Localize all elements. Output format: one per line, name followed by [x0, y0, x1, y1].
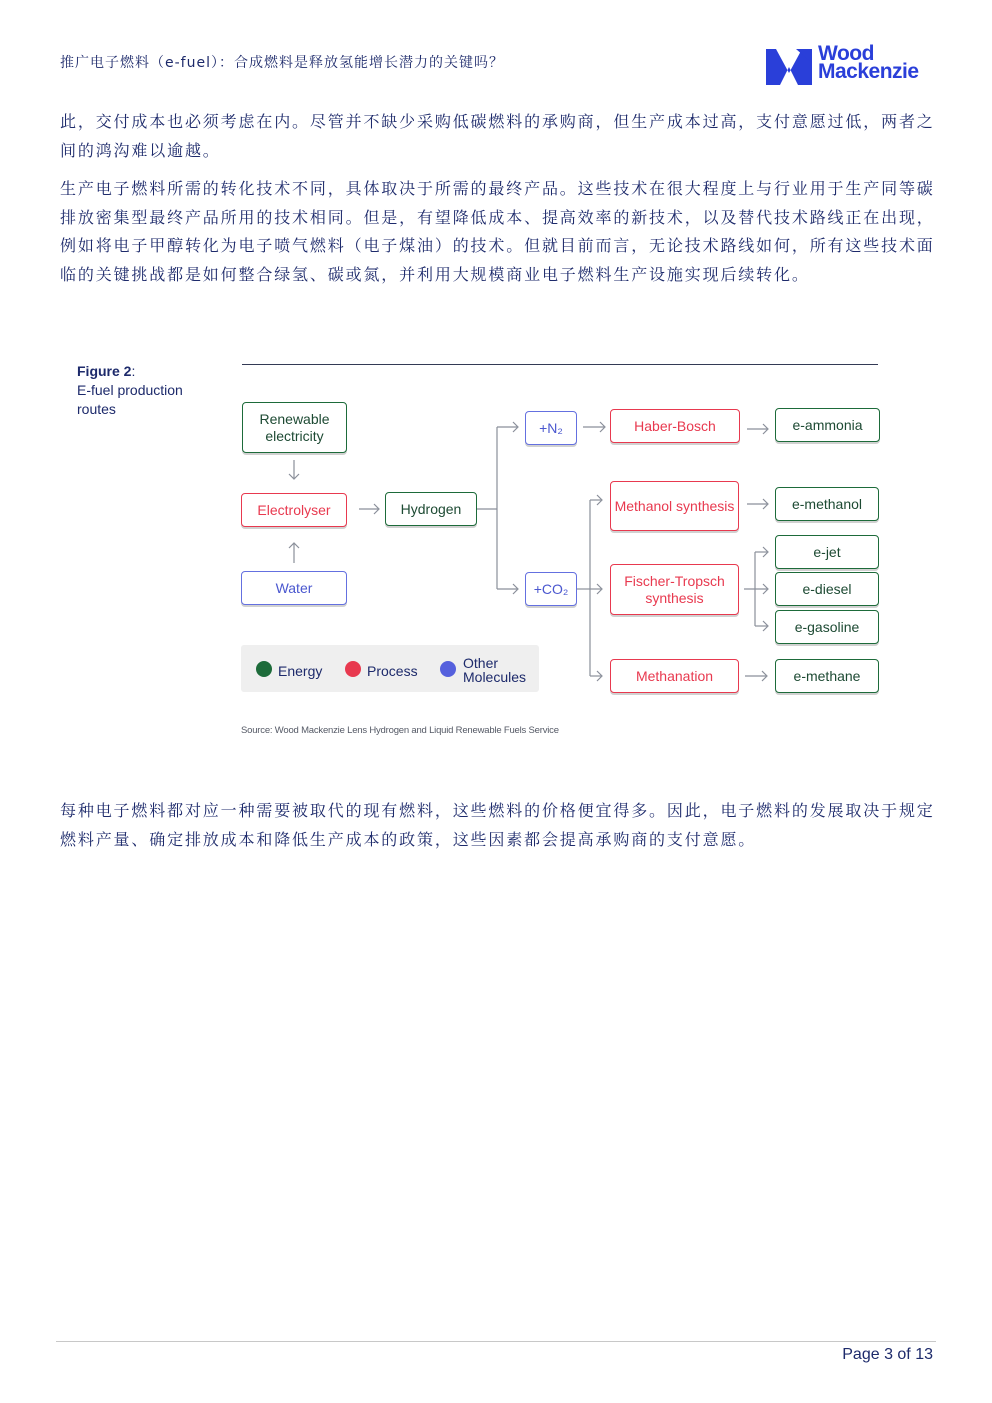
node-e-diesel: e-diesel	[775, 572, 879, 606]
legend-other-molecules-swatch	[440, 661, 456, 677]
legend-other-molecules-label: Other Molecules	[463, 655, 527, 685]
node-e-methane: e-methane	[775, 659, 879, 693]
node-water: Water	[241, 571, 347, 605]
legend-energy-swatch	[256, 661, 272, 677]
legend-process-swatch	[345, 661, 361, 677]
body-paragraph-2: 生产电子燃料所需的转化技术不同，具体取决于所需的最终产品。这些技术在很大程度上与行业用于生产同等碳排放密集型最终产品所用的技术相同。但是，有望降低成本、提高效率的新技术，以及替代技术路线正在出现，例如将电子甲醇转化为电子喷气燃料（电子煤油）的技术。但就目前而言，无论技术路线如何，所有这些技术面临的关键挑战都是如何整合绿氢、碳或氮，并利用大规模商业电子燃料生产设施实现后续转化。	[60, 179, 935, 285]
body-paragraph-3: 每种电子燃料都对应一种需要被取代的现有燃料，这些燃料的价格便宜得多。因此，电子燃料的发展取决于规定燃料产量、确定排放成本和降低生产成本的政策，这些因素都会提高承购商的支付意愿。	[60, 801, 935, 849]
document-header-title: 推广电子燃料（e-fuel）：合成燃料是释放氢能增长潜力的关键吗？	[60, 55, 504, 71]
figure-source: Source: Wood Mackenzie Lens Hydrogen and Liquid Renewable Fuels Service	[241, 725, 559, 736]
node-e-jet: e-jet	[775, 535, 879, 569]
node-hydrogen: Hydrogen	[385, 492, 477, 526]
node-haber-bosch: Haber-Bosch	[610, 409, 740, 443]
node-renewable-electricity: Renewable electricity	[242, 402, 347, 453]
body-paragraph-1: 此，交付成本也必须考虑在内。尽管并不缺少采购低碳燃料的承购商，但生产成本过高，支付意愿过低，两者之间的鸿沟难以逾越。	[60, 112, 935, 160]
figure-legend	[241, 645, 539, 692]
node-n2: +N₂	[525, 411, 577, 445]
page-number: Page 3 of 13	[842, 1346, 933, 1363]
node-e-ammonia: e-ammonia	[775, 408, 880, 442]
node-methanol-synthesis: Methanol synthesis	[610, 481, 739, 531]
node-methanation: Methanation	[610, 659, 739, 693]
legend-energy-label: Energy	[278, 663, 323, 679]
node-e-methanol: e-methanol	[775, 487, 879, 521]
figure-label-suffix: :	[131, 363, 136, 379]
footer-rule	[56, 1341, 936, 1342]
node-co2: +CO₂	[525, 572, 577, 606]
node-e-gasoline: e-gasoline	[775, 610, 879, 644]
figure-title: E-fuel production routes	[77, 382, 183, 417]
logo-line-2: Mackenzie	[818, 60, 919, 83]
legend-process-label: Process	[367, 663, 418, 679]
node-fischer-tropsch-synthesis: Fischer-Tropsch synthesis	[610, 564, 739, 615]
logo-line-1: Wood	[818, 42, 874, 65]
node-electrolyser: Electrolyser	[241, 493, 347, 527]
figure-label: Figure 2	[77, 363, 132, 379]
